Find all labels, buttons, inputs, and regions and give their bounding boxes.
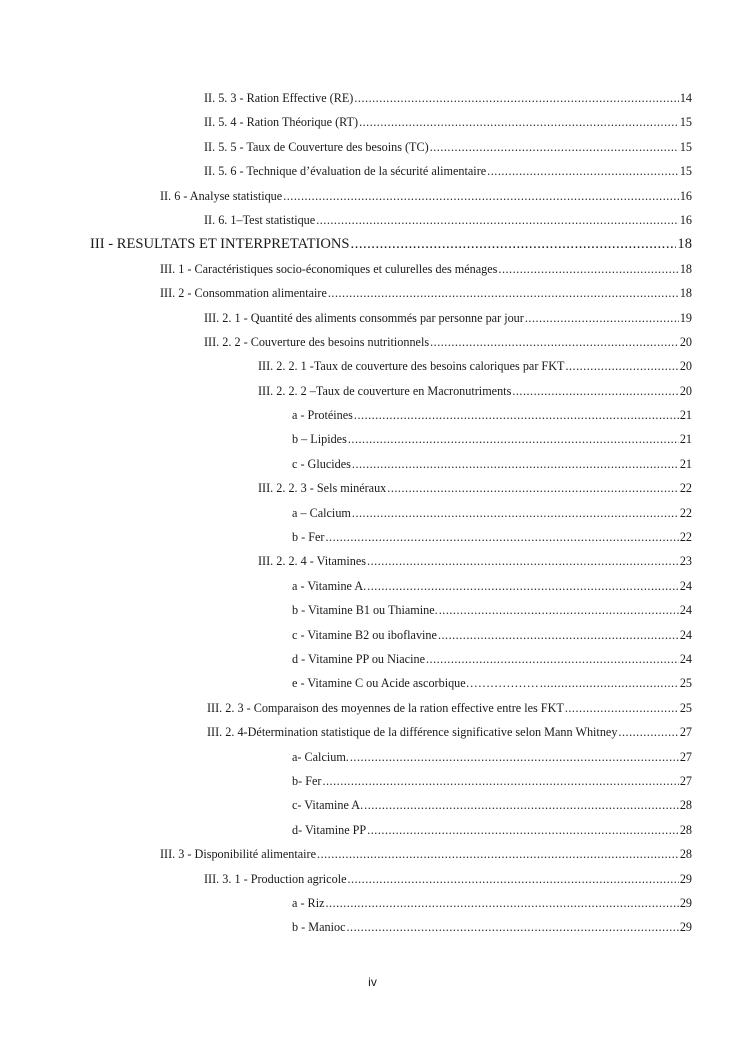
toc-entry-label: III. 2. 2. 2 –Taux de couverture en Macronutriments	[258, 383, 512, 398]
toc-entry[interactable]	[0, 184, 745, 208]
toc-entry-page: 24	[679, 627, 692, 642]
toc-entry[interactable]	[0, 135, 745, 159]
toc-entry-label: b - Manioc	[292, 920, 346, 935]
toc-leader-dots	[498, 257, 678, 281]
toc-leader-dots	[565, 354, 678, 378]
toc-entry[interactable]	[0, 647, 745, 671]
toc-entry-page: 27	[679, 725, 692, 740]
toc-entry-label: II. 6 - Analyse statistique	[160, 188, 283, 203]
toc-entry[interactable]	[0, 915, 745, 939]
toc-entry-label: III. 2. 2 - Couverture des besoins nutritionnels	[204, 334, 430, 349]
toc-entry-page: 21	[679, 456, 692, 471]
toc-entry[interactable]	[0, 257, 745, 281]
toc-entry[interactable]	[0, 354, 745, 378]
toc-entry-label: III - RESULTATS ET INTERPRETATIONS	[90, 236, 350, 253]
toc-entry-page: 15	[679, 115, 692, 130]
toc-leader-dots	[317, 842, 679, 866]
toc-entry[interactable]	[0, 379, 745, 403]
toc-entry[interactable]	[0, 745, 745, 769]
toc-leader-dots	[346, 915, 678, 939]
toc-entry-page: 18	[679, 261, 692, 276]
toc-entry-page: 20	[679, 359, 692, 374]
toc-entry-page: 18	[679, 286, 692, 301]
toc-entry-label: III. 3. 1 - Production agricole	[204, 871, 347, 886]
toc-leader-dots	[565, 696, 679, 720]
toc-entry-label: III. 2. 1 - Quantité des aliments consommés par personne par jour	[204, 310, 524, 325]
toc-entry-label: c- Vitamine A.	[292, 798, 364, 813]
toc-entry[interactable]	[0, 842, 745, 866]
toc-entry-label: a- Calcium.	[292, 749, 349, 764]
toc-entry[interactable]	[0, 501, 745, 525]
toc-leader-dots	[350, 745, 679, 769]
toc-entry-page: 20	[679, 334, 692, 349]
toc-leader-dots	[430, 135, 679, 159]
toc-entry-page: 29	[679, 895, 692, 910]
toc-entry[interactable]	[0, 86, 745, 110]
toc-entry-label: III. 2. 4-Détermination statistique de la différence significative selon Mann Whitney	[207, 725, 618, 740]
toc-entry-page: 15	[679, 139, 692, 154]
toc-entry-label: c - Vitamine B2 ou iboflavine	[292, 627, 437, 642]
toc-entry-page: 15	[679, 164, 692, 179]
toc-entry[interactable]	[0, 769, 745, 793]
toc-entry-label: III. 2. 3 - Comparaison des moyennes de la ration effective entre les FKT	[207, 700, 564, 715]
toc-leader-dots	[512, 379, 679, 403]
table-of-contents	[0, 86, 745, 940]
toc-leader-dots	[348, 427, 679, 451]
toc-entry[interactable]	[0, 623, 745, 647]
toc-leader-dots	[352, 501, 679, 525]
toc-entry-page: 29	[679, 871, 692, 886]
toc-leader-dots	[367, 818, 679, 842]
toc-entry-page: 23	[679, 554, 692, 569]
toc-entry-label: c - Glucides	[292, 456, 351, 471]
toc-entry-label: II. 6. 1–Test statistique	[204, 212, 316, 227]
toc-entry-label: III. 2. 2. 4 - Vitamines	[258, 554, 367, 569]
toc-entry-page: 21	[679, 408, 692, 423]
toc-entry[interactable]	[0, 671, 745, 695]
toc-entry-page: 19	[679, 310, 692, 325]
toc-entry[interactable]	[0, 110, 745, 134]
toc-entry-label: d- Vitamine PP	[292, 822, 367, 837]
toc-entry-label: II. 5. 5 - Taux de Couverture des besoins (TC)	[204, 139, 429, 154]
toc-entry-page: 22	[679, 530, 692, 545]
toc-entry-page: 27	[679, 773, 692, 788]
toc-entry-page: 29	[679, 920, 692, 935]
toc-entry[interactable]	[0, 330, 745, 354]
toc-leader-dots	[367, 574, 679, 598]
toc-leader-dots	[439, 598, 679, 622]
toc-entry[interactable]	[0, 476, 745, 500]
toc-entry-label: a – Calcium	[292, 505, 351, 520]
toc-entry-page: 24	[679, 603, 692, 618]
toc-leader-dots	[322, 769, 678, 793]
toc-leader-dots	[525, 306, 679, 330]
toc-leader-dots	[359, 110, 679, 134]
toc-entry-page: 24	[679, 651, 692, 666]
toc-entry-label: III. 2 - Consommation alimentaire	[160, 286, 327, 301]
toc-leader-dots	[540, 671, 679, 695]
toc-entry[interactable]	[0, 867, 745, 891]
toc-leader-dots	[347, 867, 678, 891]
toc-leader-dots	[387, 476, 679, 500]
toc-entry[interactable]	[0, 427, 745, 451]
toc-entry[interactable]	[0, 159, 745, 183]
toc-entry-label: III. 3 - Disponibilité alimentaire	[160, 847, 317, 862]
toc-entry-label: III. 2. 2. 3 - Sels minéraux	[258, 481, 387, 496]
toc-leader-dots	[487, 159, 679, 183]
toc-entry[interactable]	[0, 696, 745, 720]
toc-entry-page: 27	[679, 749, 692, 764]
toc-leader-dots	[367, 549, 679, 573]
toc-entry-label: b - Fer	[292, 530, 325, 545]
toc-entry-label: III. 2. 2. 1 -Taux de couverture des besoins caloriques par FKT	[258, 359, 565, 374]
toc-entry-label: II. 5. 4 - Ration Théorique (RT)	[204, 115, 359, 130]
toc-entry[interactable]	[0, 793, 745, 817]
toc-entry-label: a - Vitamine A.	[292, 578, 367, 593]
toc-entry[interactable]	[0, 891, 745, 915]
toc-entry[interactable]	[0, 403, 745, 427]
toc-entry[interactable]	[0, 525, 745, 549]
toc-entry-page: 28	[679, 822, 692, 837]
toc-leader-dots	[326, 891, 679, 915]
toc-entry-page: 24	[679, 578, 692, 593]
toc-leader-dots	[328, 281, 679, 305]
toc-entry[interactable]	[0, 818, 745, 842]
toc-leader-dots	[326, 525, 679, 549]
toc-entry-page: 28	[679, 847, 692, 862]
toc-leader-dots	[354, 86, 678, 110]
toc-entry[interactable]	[0, 574, 745, 598]
toc-entry[interactable]	[0, 720, 745, 744]
toc-entry-page: 28	[679, 798, 692, 813]
toc-leader-dots	[618, 720, 678, 744]
toc-leader-dots	[283, 184, 679, 208]
toc-leader-dots	[426, 647, 679, 671]
toc-entry-label: b - Vitamine B1 ou Thiamine.	[292, 603, 438, 618]
toc-entry-page: 22	[679, 505, 692, 520]
toc-entry[interactable]	[0, 306, 745, 330]
toc-entry-label: III. 1 - Caractéristiques socio-économiques et culurelles des ménages	[160, 261, 498, 276]
toc-entry-page: 22	[679, 481, 692, 496]
page-number: iv	[368, 975, 377, 989]
toc-chapter-entry[interactable]	[0, 232, 745, 256]
toc-entry-page: 16	[679, 212, 692, 227]
toc-entry[interactable]	[0, 452, 745, 476]
toc-entry-label: e - Vitamine C ou Acide ascorbique………………	[292, 676, 539, 691]
toc-entry[interactable]	[0, 598, 745, 622]
toc-entry-label: d - Vitamine PP ou Niacine	[292, 651, 425, 666]
toc-entry-label: b- Fer	[292, 773, 322, 788]
toc-entry-label: b – Lipides	[292, 432, 347, 447]
toc-entry-page: 25	[679, 700, 692, 715]
toc-entry[interactable]	[0, 549, 745, 573]
toc-leader-dots	[354, 403, 679, 427]
toc-entry-page: 18	[677, 236, 692, 253]
toc-leader-dots	[364, 793, 679, 817]
toc-leader-dots	[351, 232, 677, 256]
toc-leader-dots	[352, 452, 679, 476]
toc-leader-dots	[438, 623, 679, 647]
toc-entry-label: a - Protéines	[292, 408, 353, 423]
toc-leader-dots	[430, 330, 679, 354]
toc-entry-label: a - Riz	[292, 895, 325, 910]
toc-entry-page: 25	[679, 676, 692, 691]
toc-entry-label: II. 5. 3 - Ration Effective (RE)	[204, 91, 354, 105]
toc-entry-page: 14	[679, 91, 692, 105]
toc-leader-dots	[316, 208, 679, 232]
toc-entry-page: 21	[679, 432, 692, 447]
toc-entry[interactable]	[0, 208, 745, 232]
toc-entry[interactable]	[0, 281, 745, 305]
toc-entry-page: 20	[679, 383, 692, 398]
toc-entry-label: II. 5. 6 - Technique d’évaluation de la sécurité alimentaire	[204, 164, 487, 179]
toc-entry-page: 16	[679, 188, 692, 203]
